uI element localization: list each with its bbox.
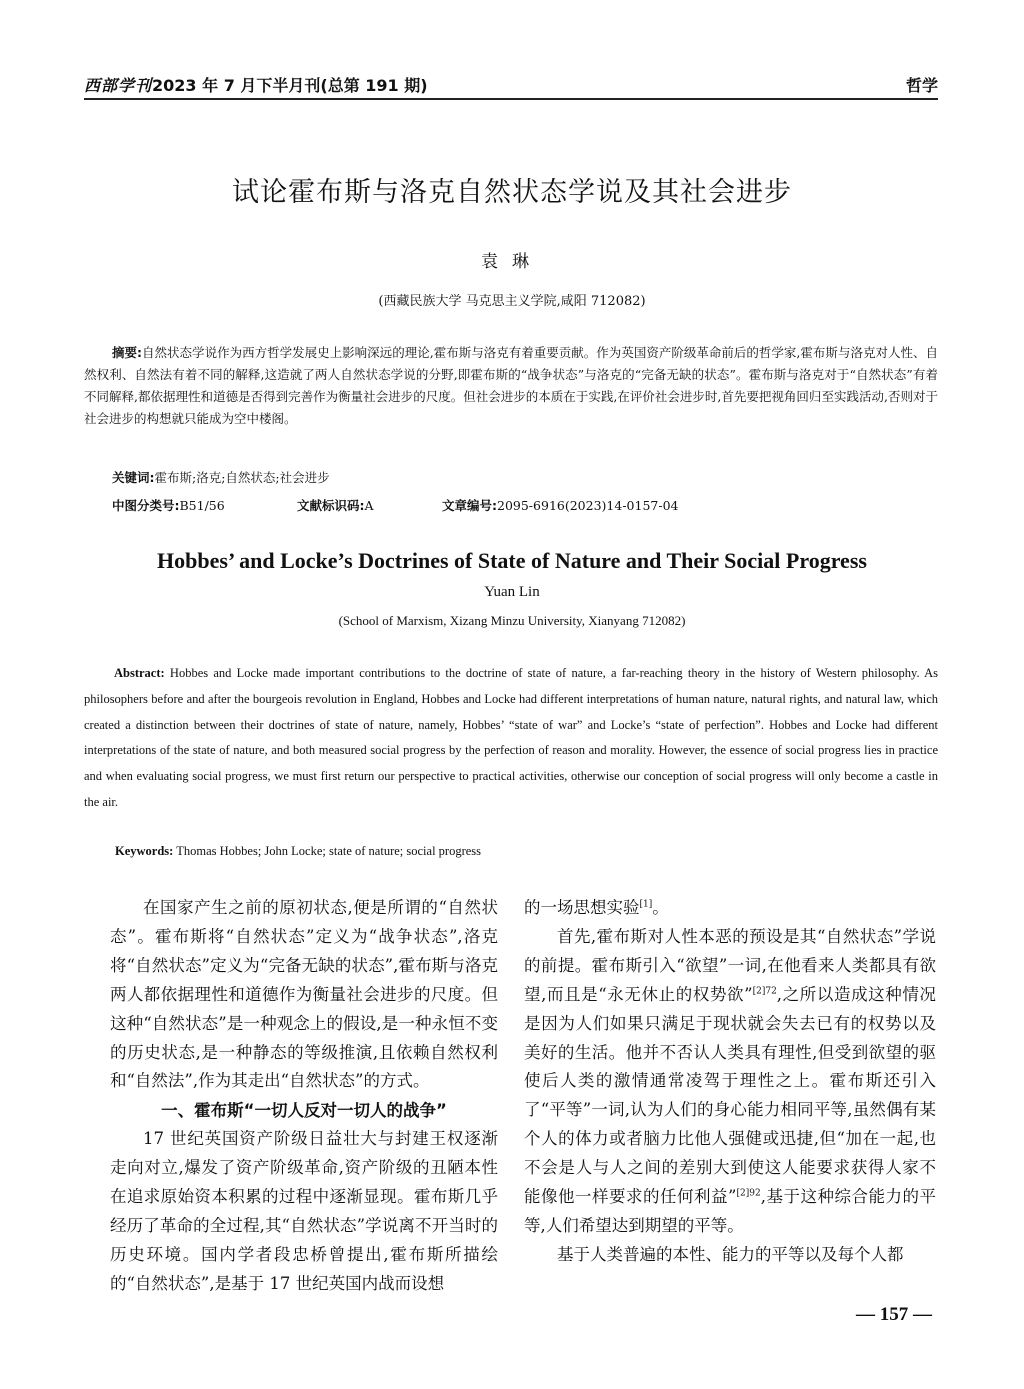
journal-logo: 西部学刊 — [84, 76, 153, 95]
article-no-value: 2095-6916(2023)14-0157-04 — [497, 498, 679, 513]
english-keywords — [115, 844, 481, 859]
clc-number — [112, 496, 297, 514]
citation-ref: [2]92 — [736, 1188, 761, 1199]
english-author: Yuan Lin — [484, 584, 540, 600]
body-paragraph — [524, 923, 936, 1241]
chinese-keywords-text: 霍布斯;洛克;自然状态;社会进步 — [154, 470, 330, 485]
english-keywords-text: Thomas Hobbes; John Locke; state of nature; social progress — [176, 844, 482, 858]
body-right-column — [524, 894, 936, 1270]
english-keywords-label: Keywords: — [115, 844, 174, 858]
body-paragraph: 在国家产生之前的原初状态,便是所谓的“自然状态”。霍布斯将“自然状态”定义为“战争状态”,洛克将“自然状态”定义为“完备无缺的状态”,霍布斯与洛克两人都依据理性和道德作为衡量社会进步的尺度。但这种“自然状态”是一种观念上的假设,是一种永恒不变的历史状态,是一种静态的等级推演,且依赖自然权利和“自然法”,作为其走出“自然状态”的方式。 — [110, 898, 498, 1091]
english-abstract-text: Hobbes and Locke made important contributions to the doctrine of state of nature, a far-reaching theory in the history of Western philosophy. As philosophers before and after the bourgeois revolution in England, Hobbes and Locke had different interpretations of human nature, natural rights, and natural law, which created a distinction between their doctrines of state of nature, namely, Hobbes’ “state of war” and Locke’s “state of perfection”. Hobbes and Locke had different interpretations of the state of nature, and both measured social progress by the perfection of reason and morality. However, the essence of social progress lies in practice and when evaluating social progress, we must first return our perspective to practical activities, otherwise our conception of social progress will only become a castle in the air. — [84, 666, 938, 809]
journal-issue-line — [84, 73, 428, 96]
doc-code-value: A — [364, 498, 374, 513]
body-paragraph — [524, 894, 936, 923]
chinese-title: 试论霍布斯与洛克自然状态学说及其社会进步 — [232, 177, 792, 208]
english-affiliation: (School of Marxism, Xizang Minzu University, Xianyang 712082) — [338, 613, 686, 628]
chinese-keywords — [112, 468, 330, 486]
classification-line — [112, 496, 932, 514]
paragraph-text: ,基于这种综合能力的平等,人们希望达到期望的平等。 — [524, 1187, 936, 1235]
doc-code-label: 文献标识码: — [297, 498, 365, 513]
header-rule — [84, 98, 938, 100]
document-code — [297, 496, 442, 514]
paragraph-text: 的一场思想实验 — [524, 898, 640, 917]
article-number — [442, 496, 678, 514]
english-title: Hobbes’ and Locke’s Doctrines of State of Nature and Their Social Progress — [157, 548, 867, 573]
chinese-abstract-text: 自然状态学说作为西方哲学发展史上影响深远的理论,霍布斯与洛克有着重要贡献。作为英国资产阶级革命前后的哲学家,霍布斯与洛克对人性、自然权利、自然法有着不同的解释,这造就了两人自然状态学说的分野,即霍布斯的“战争状态”与洛克的“完备无缺的状态”。霍布斯与洛克对于“自然状态”有着不同解释,都依据理性和道德是否得到完善作为衡量社会进步的尺度。但社会进步的本质在于实践,在评价社会进步时,首先要把视角回归至实践活动,否则对于社会进步的构想就只能成为空中楼阁。 — [84, 345, 938, 426]
english-abstract — [84, 661, 938, 816]
chinese-keywords-label: 关键词: — [112, 470, 155, 485]
body-paragraph: 17 世纪英国资产阶级日益壮大与封建王权逐渐走向对立,爆发了资产阶级革命,资产阶级的丑陋本性在追求原始资本积累的过程中逐渐显现。霍布斯几乎经历了革命的全过程,其“自然状态”学说离不开当时的历史环境。国内学者段忠桥曾提出,霍布斯所描绘的“自然状态”,是基于 17 世纪英国内战而设想 — [110, 1129, 498, 1293]
paragraph-text: 。 — [652, 898, 669, 917]
clc-label: 中图分类号: — [112, 498, 180, 513]
section-heading: 一、霍布斯“一切人反对一切人的战争” — [161, 1101, 447, 1121]
citation-ref: [2]72 — [752, 986, 777, 997]
chinese-abstract — [84, 342, 938, 430]
chinese-affiliation: (西藏民族大学 马克思主义学院,咸阳 712082) — [378, 294, 646, 309]
running-header — [84, 70, 938, 100]
paragraph-text: ,之所以造成这种情况是因为人们如果只满足于现状就会失去已有的权势以及美好的生活。他并不否认人类具有理性,但受到欲望的驱使后人类的激情通常凌驾于理性之上。霍布斯还引入了“平等”一词,认为人们的身心能力相同平等,虽然偶有某个人的体力或者脑力比他人强健或迅捷,但“加在一起,也不会是人与人之间的差别大到使这人能要求获得人家不能像他一样要求的任何利益” — [524, 984, 936, 1207]
journal-issue: 2023 年 7 月下半月刊(总第 191 期) — [152, 76, 428, 95]
article-no-label: 文章编号: — [442, 498, 497, 513]
body-paragraph: 基于人类普遍的本性、能力的平等以及每个人都 — [557, 1244, 904, 1264]
paragraph-text: 首先,霍布斯对人性本恶的预设是其“自然状态”学说的前提。霍布斯引入“欲望”一词,在他看来人类都具有欲望,而且是“永无休止的权势欲” — [524, 926, 936, 1004]
section-tag: 哲学 — [905, 76, 938, 95]
clc-value: B51/56 — [179, 498, 225, 513]
chinese-abstract-label: 摘要: — [112, 345, 143, 360]
english-abstract-label: Abstract: — [114, 666, 165, 680]
chinese-author: 袁琳 — [481, 252, 543, 272]
body-left-column — [110, 894, 498, 1299]
page-number: — 157 — — [856, 1304, 932, 1325]
citation-ref: [1] — [639, 899, 653, 910]
